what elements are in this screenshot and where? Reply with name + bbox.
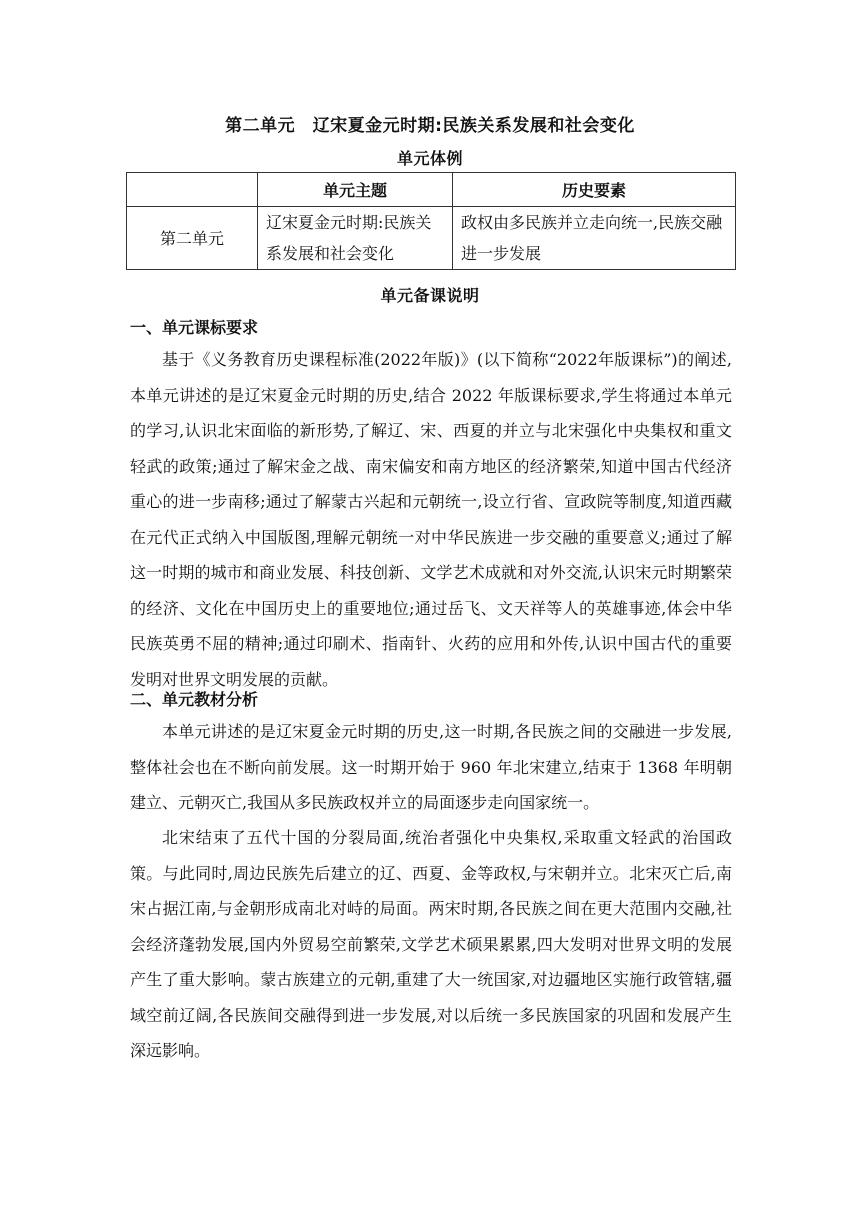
section-paragraph-analysis-2: 北宋结束了五代十国的分裂局面,统治者强化中央集权,采取重文轻武的治国政策。与此同时,周边民族先后建立的辽、西夏、金等政权,与宋朝并立。北宋灭亡后,南宋占据江南,与金朝形成南北对峙的局面。两宋时期,各民族之间在更大范围内交融,社会经济蓬勃发展,国内外贸易空前繁荣,文学艺术硕果累累,四大发明对世界文明的发展产生了重大影响。蒙古族建立的元朝,重建了大一统国家,对边疆地区实施行政管辖,疆域空前辽阔,各民族间交融得到进一步发展,对以后统一多民族国家的巩固和发展产生深远影响。 [130,828,732,1060]
table-header-row [127,173,736,207]
prep-title: 单元备课说明 [380,286,480,305]
table-caption: 单元体例 [396,149,463,168]
section-paragraph-analysis-1: 本单元讲述的是辽宋夏金元时期的历史,这一时期,各民族之间的交融进一步发展,整体社会也在不断向前发展。这一时期开始于 960 年北宋建立,结束于 1368 年明朝建立、元朝灭亡,我国从多民族政权并立的局面逐步走向国家统一。 [130,722,732,812]
table-header-elements: 历史要素 [453,173,736,207]
section-paragraph-standards: 基于《义务教育历史课程标准(2022年版)》(以下简称“2022年版课标”)的阐述,本单元讲述的是辽宋夏金元时期的历史,结合 2022 年版课标要求,学生将通过本单元的学习,认识北宋面临的新形势,了解辽、宋、西夏的并立与北宋强化中央集权和重文轻武的政策;通过了解宋金之战、南宋偏安和南方地区的经济繁荣,知道中国古代经济重心的进一步南移;通过了解蒙古兴起和元朝统一,设立行省、宣政院等制度,知道西藏在元代正式纳入中国版图,理解元朝统一对中华民族进一步交融的重要意义;通过了解这一时期的城市和商业发展、科技创新、文学艺术成就和对外交流,认识宋元时期繁荣的经济、文化在中国历史上的重要地位;通过岳飞、文天祥等人的英雄事迹,体会中华民族英勇不屈的精神;通过印刷术、指南针、火药的应用和外传,认识中国古代的重要发明对世界文明发展的贡献。 [130,350,732,689]
table-cell-theme: 辽宋夏金元时期:民族关系发展和社会变化 [258,207,453,270]
section-heading-standards: 一、单元课标要求 [130,318,259,337]
unit-title: 第二单元 辽宋夏金元时期:民族关系发展和社会变化 [225,116,635,136]
section-heading-analysis: 二、单元教材分析 [130,690,259,709]
table-cell-unit: 第二单元 [127,207,258,270]
table-header-empty [127,173,258,207]
table-row [127,207,736,270]
unit-structure-table [126,172,736,270]
table-header-theme: 单元主题 [258,173,453,207]
table-cell-elements: 政权由多民族并立走向统一,民族交融进一步发展 [453,207,736,270]
